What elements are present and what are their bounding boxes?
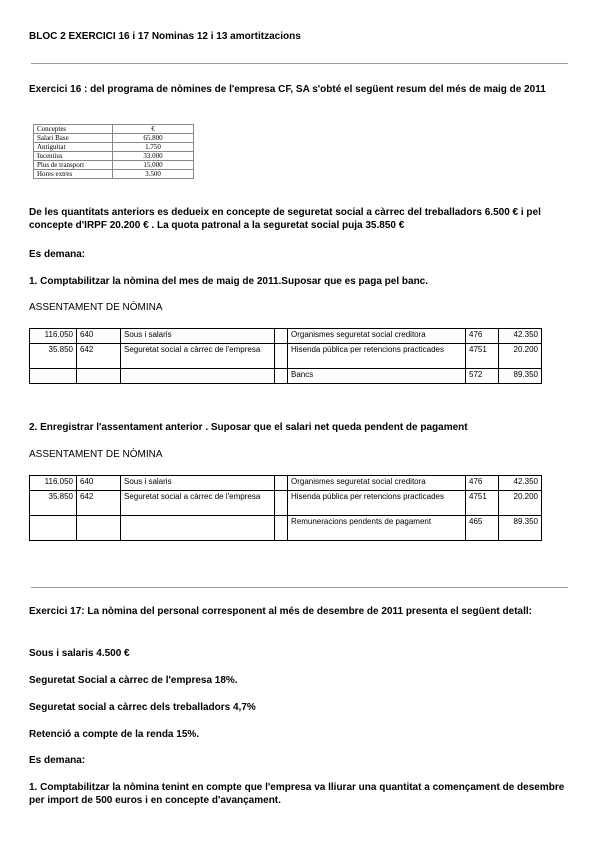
ex17-question-1: 1. Comptabilitzar la nòmina tenint en compte que l'empresa va lliurar una quantitat a començament de desembre per import de 500 euros i en concepte d'avançament. (29, 782, 565, 806)
credit-account-name: Remuneracions pendents de pagament (288, 516, 466, 541)
ex16-deductions: De les quantitats anteriors es dedueix en concepte de seguretat social a càrrec del treballadors 6.500 € i pel concepte d'IRPF 20.200 € . La quota patronal a la seguretat social puja 35.850 € (29, 207, 541, 231)
credit-amount: 42.350 (499, 329, 542, 344)
ex17-line-salaries: Sous i salaris 4.500 € (29, 648, 130, 659)
ex16-question-2: 2. Enregistrar l'assentament anterior . Suposar que el salari net queda pendent de pagament (29, 422, 468, 433)
journal-row (30, 491, 542, 516)
debit-account-code: 640 (77, 476, 121, 491)
ex17-es-demana: Es demana: (29, 755, 86, 766)
summary-row (34, 152, 194, 161)
debit-account-name: Seguretat social a càrrec de l'empresa (121, 491, 275, 516)
summary-row (34, 161, 194, 170)
ex17-line-withholding: Retenció a compte de la renda 15%. (29, 729, 200, 740)
journal-entry-table-1 (29, 328, 542, 384)
ex17-line-company-ss: Seguretat Social a càrrec de l'empresa 18%. (29, 675, 238, 686)
summary-concept: Antiguitat (34, 143, 113, 152)
summary-header-row (34, 125, 194, 134)
journal-entry-table-2 (29, 475, 542, 541)
credit-amount: 89.350 (499, 369, 542, 384)
debit-account-code: 642 (77, 344, 121, 369)
summary-row (34, 143, 194, 152)
ex16-es-demana: Es demana: (29, 249, 86, 260)
debit-amount: 35.850 (30, 491, 77, 516)
credit-account-name: Hisenda pública per retencions practicades (288, 344, 466, 369)
credit-account-code: 465 (466, 516, 499, 541)
summary-value: 33.000 (113, 152, 194, 161)
journal-heading-1: ASSENTAMENT DE NÒMINA (29, 302, 163, 313)
summary-concept: Plus de transport (34, 161, 113, 170)
debit-account-code (77, 369, 121, 384)
journal-row (30, 516, 542, 541)
debit-account-code (77, 516, 121, 541)
debit-account-code: 640 (77, 329, 121, 344)
debit-amount (30, 516, 77, 541)
divider-top (31, 63, 568, 64)
salary-summary-table (33, 124, 194, 179)
summary-value: 1.750 (113, 143, 194, 152)
credit-amount: 89.350 (499, 516, 542, 541)
summary-row (34, 134, 194, 143)
journal-heading-2: ASSENTAMENT DE NÒMINA (29, 449, 163, 460)
summary-concept: Salari Base (34, 134, 113, 143)
debit-account-name: Seguretat social a càrrec de l'empresa (121, 344, 275, 369)
summary-row (34, 170, 194, 179)
credit-amount: 20.200 (499, 491, 542, 516)
separator-cell (275, 491, 288, 516)
journal-row (30, 329, 542, 344)
debit-account-name (121, 516, 275, 541)
document-title: BLOC 2 EXERCICI 16 i 17 Nominas 12 i 13 amortitzacions (29, 31, 301, 42)
summary-concept: Hores extres (34, 170, 113, 179)
debit-account-name: Sous i salaris (121, 476, 275, 491)
debit-account-name (121, 369, 275, 384)
credit-account-code: 572 (466, 369, 499, 384)
separator-cell (275, 516, 288, 541)
debit-amount: 116.050 (30, 329, 77, 344)
ex17-line-worker-ss: Seguretat social a càrrec dels treballadors 4,7% (29, 702, 256, 713)
separator-cell (275, 344, 288, 369)
debit-amount: 116.050 (30, 476, 77, 491)
credit-amount: 20.200 (499, 344, 542, 369)
ex17-intro: Exercici 17: La nòmina del personal corresponent al més de desembre de 2011 presenta el següent detall: (29, 606, 532, 617)
journal-row (30, 369, 542, 384)
credit-amount: 42.350 (499, 476, 542, 491)
summary-value: 65.800 (113, 134, 194, 143)
summary-header-concept: Conceptes (34, 125, 113, 134)
debit-amount: 35.850 (30, 344, 77, 369)
separator-cell (275, 476, 288, 491)
credit-account-name: Organismes seguretat social creditora (288, 329, 466, 344)
credit-account-code: 4751 (466, 344, 499, 369)
credit-account-name: Bancs (288, 369, 466, 384)
ex16-question-1: 1. Comptabilitzar la nòmina del mes de maig de 2011.Suposar que es paga pel banc. (29, 276, 429, 287)
credit-account-code: 4751 (466, 491, 499, 516)
divider-middle (31, 587, 568, 588)
debit-amount (30, 369, 77, 384)
credit-account-code: 476 (466, 476, 499, 491)
separator-cell (275, 329, 288, 344)
summary-concept: Incentius (34, 152, 113, 161)
journal-row (30, 476, 542, 491)
credit-account-name: Organismes seguretat social creditora (288, 476, 466, 491)
credit-account-name: Hisenda pública per retencions practicades (288, 491, 466, 516)
summary-value: 3.500 (113, 170, 194, 179)
ex16-intro: Exercici 16 : del programa de nòmines de l'empresa CF, SA s'obté el següent resum del més de maig de 2011 (29, 84, 546, 95)
debit-account-name: Sous i salaris (121, 329, 275, 344)
summary-value: 15.000 (113, 161, 194, 170)
separator-cell (275, 369, 288, 384)
credit-account-code: 476 (466, 329, 499, 344)
journal-row (30, 344, 542, 369)
debit-account-code: 642 (77, 491, 121, 516)
summary-header-euro: € (113, 125, 194, 134)
